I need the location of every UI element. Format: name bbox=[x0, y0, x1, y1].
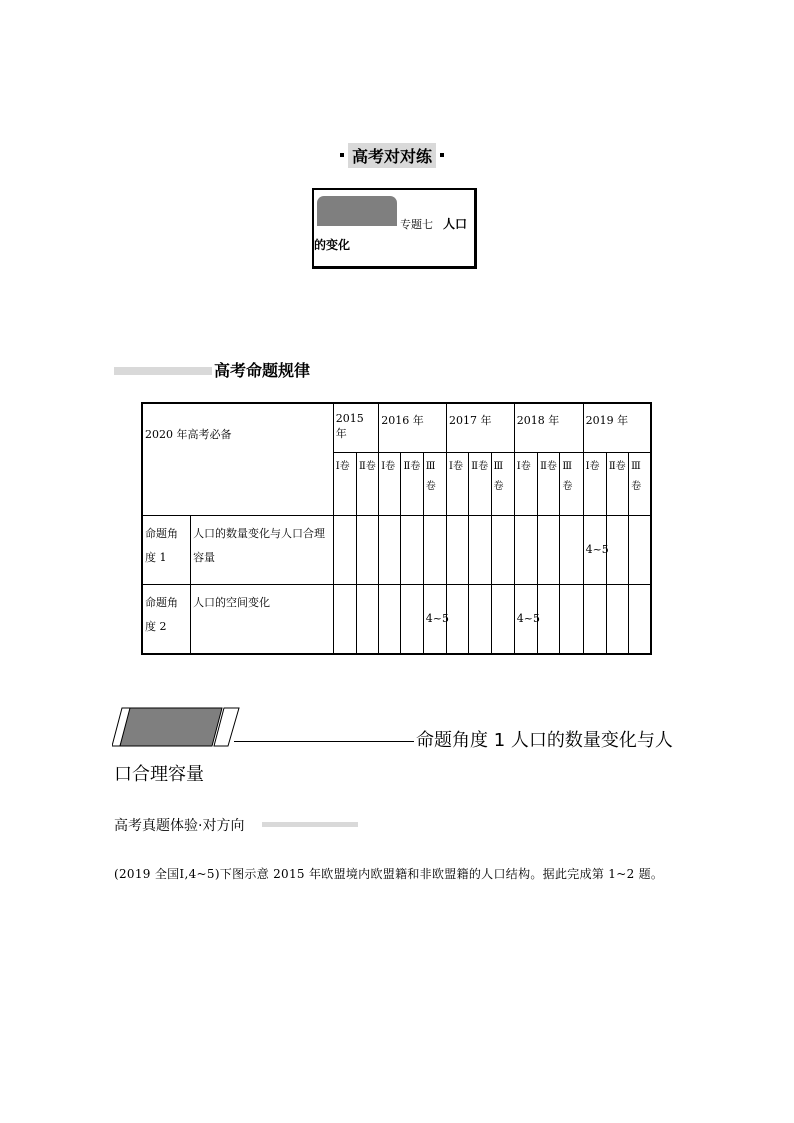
value-cell bbox=[629, 516, 651, 585]
page-title: 高考对对练 bbox=[348, 143, 436, 168]
topic-tab bbox=[317, 196, 397, 226]
volume-header: Ⅲ卷 bbox=[629, 453, 651, 516]
value-cell bbox=[538, 516, 560, 585]
question-text: (2019 全国Ⅰ,4~5)下图示意 2015 年欧盟境内欧盟籍和非欧盟籍的人口结构。据此完成第 1~2 题。 bbox=[114, 867, 664, 881]
volume-header: Ⅱ卷 bbox=[538, 453, 560, 516]
table-row bbox=[142, 516, 651, 585]
volume-header: Ⅰ卷 bbox=[583, 453, 606, 516]
value-cell bbox=[333, 516, 356, 585]
value-cell bbox=[514, 516, 537, 585]
rules-table bbox=[141, 402, 652, 655]
angle-heading-line1: 命题角度 1 人口的数量变化与人 bbox=[416, 730, 673, 751]
value-cell bbox=[491, 585, 514, 655]
topic-box bbox=[312, 188, 477, 269]
banner-rule bbox=[234, 741, 414, 742]
volume-header: Ⅲ卷 bbox=[560, 453, 583, 516]
value-cell bbox=[401, 585, 423, 655]
year-header: 2017 年 bbox=[447, 403, 515, 453]
value-cell bbox=[447, 585, 469, 655]
angle-cell: 命题角度 2 bbox=[142, 585, 191, 655]
volume-header: Ⅰ卷 bbox=[447, 453, 469, 516]
value-cell bbox=[423, 516, 446, 585]
value-cell: 4~5 bbox=[423, 585, 446, 655]
value-cell bbox=[447, 516, 469, 585]
topic-prefix: 专题七 bbox=[400, 218, 433, 231]
value-cell bbox=[333, 585, 356, 655]
angle-heading-line2: 口合理容量 bbox=[114, 764, 204, 785]
table-row bbox=[142, 585, 651, 655]
topic-name: 人口 bbox=[443, 217, 468, 231]
value-cell bbox=[469, 585, 491, 655]
year-header: 2015 年 bbox=[333, 403, 379, 453]
volume-header: Ⅰ卷 bbox=[333, 453, 356, 516]
value-cell bbox=[401, 516, 423, 585]
value-cell bbox=[538, 585, 560, 655]
topic-cell: 人口的空间变化 bbox=[191, 585, 334, 655]
value-cell bbox=[629, 585, 651, 655]
angle-cell: 命题角度 1 bbox=[142, 516, 191, 585]
volume-header: Ⅱ卷 bbox=[401, 453, 423, 516]
value-cell bbox=[379, 585, 401, 655]
topic-name-cont: 的变化 bbox=[314, 238, 351, 252]
bullet-square-icon bbox=[440, 153, 444, 157]
year-header: 2018 年 bbox=[514, 403, 583, 453]
page-title-wrap bbox=[340, 142, 444, 168]
volume-header: Ⅲ卷 bbox=[491, 453, 514, 516]
angle-banner-graphic bbox=[112, 707, 240, 747]
value-cell bbox=[560, 585, 583, 655]
experience-bar bbox=[262, 822, 358, 827]
value-cell bbox=[379, 516, 401, 585]
volume-header: Ⅱ卷 bbox=[469, 453, 491, 516]
value-cell: 4~5 bbox=[514, 585, 537, 655]
value-cell bbox=[606, 516, 628, 585]
table-corner-header: 2020 年高考必备 bbox=[142, 403, 333, 516]
volume-header: Ⅱ卷 bbox=[356, 453, 378, 516]
volume-header: Ⅰ卷 bbox=[379, 453, 401, 516]
value-cell bbox=[356, 585, 378, 655]
value-cell bbox=[469, 516, 491, 585]
volume-header: Ⅲ卷 bbox=[423, 453, 446, 516]
bullet-square-icon bbox=[340, 153, 344, 157]
value-cell bbox=[560, 516, 583, 585]
value-cell bbox=[606, 585, 628, 655]
value-cell: 4~5 bbox=[583, 516, 606, 585]
volume-header: Ⅰ卷 bbox=[514, 453, 537, 516]
section-heading: 高考命题规律 bbox=[214, 361, 311, 380]
table-year-row bbox=[142, 403, 651, 453]
experience-heading: 高考真题体验·对方向 bbox=[114, 818, 245, 834]
value-cell bbox=[356, 516, 378, 585]
value-cell bbox=[583, 585, 606, 655]
year-header: 2019 年 bbox=[583, 403, 651, 453]
topic-line1 bbox=[400, 215, 467, 232]
year-header: 2016 年 bbox=[379, 403, 447, 453]
topic-cell: 人口的数量变化与人口合理容量 bbox=[191, 516, 334, 585]
volume-header: Ⅱ卷 bbox=[606, 453, 628, 516]
value-cell bbox=[491, 516, 514, 585]
section-bar bbox=[114, 367, 212, 375]
